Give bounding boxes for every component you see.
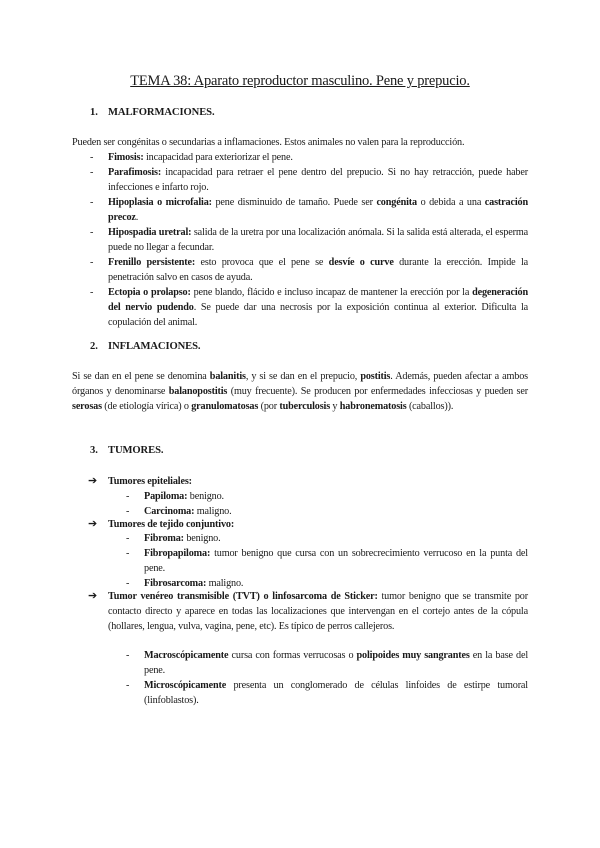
list-item: - Fibrosarcoma: maligno.: [124, 576, 528, 591]
tumores-epiteliales: ➔ Tumores epiteliales:: [88, 475, 192, 487]
list-item: - Microscópicamente presenta un conglomerado de células linfoides de estirpe tumoral (linfoblastos).: [124, 678, 528, 708]
term: Ectopia o prolapso:: [108, 287, 191, 298]
list-item: - Fibroma: benigno.: [124, 531, 528, 546]
section-number: 1.: [90, 107, 98, 118]
tvt-list: [124, 648, 528, 708]
list-item: - Fimosis: incapacidad para exteriorizar el pene.: [88, 150, 528, 165]
arrow-icon: ➔: [88, 475, 98, 487]
section-number: 2.: [90, 341, 98, 352]
list-item: - Carcinoma: maligno.: [124, 504, 528, 519]
malformaciones-list: [88, 150, 528, 330]
section-heading-tumores: [90, 445, 163, 456]
tumores-conjuntivo: ➔ Tumores de tejido conjuntivo:: [88, 518, 235, 530]
arrow-icon: ➔: [88, 590, 98, 602]
term: Fimosis:: [108, 152, 144, 163]
list-item: - Fibropapiloma: tumor benigno que cursa con un sobrecrecimiento verrucoso en la punta del pene.: [124, 546, 528, 576]
section-intro: Pueden ser congénitas o secundarias a inflamaciones. Estos animales no valen para la reproducción.: [72, 137, 465, 148]
list-item: - Hipoplasia o microfalia: pene disminuido de tamaño. Puede ser congénita o debida a una castración precoz.: [88, 195, 528, 225]
inflamaciones-paragraph: Si se dan en el pene se denomina balanitis, y si se dan en el prepucio, postitis. Además, pueden afectar a ambos órganos y denominarse balanopostitis (muy frecuente). Se producen por enfermedades infecciosas y pueden ser serosas (de etiología vírica) o granulomatosas (por tuberculosis y habronematosis (caballos)).: [72, 371, 528, 412]
tumor-tvt: ➔ Tumor venéreo transmisible (TVT) o linfosarcoma de Sticker: tumor benigno que se transmite por contacto directo y aparece en todas las localizaciones que intervengan en el cortejo antes de la cópula (hollares, lengua, vulva, vagina, pene, etc). Es típico de perros callejeros.: [88, 590, 528, 632]
section-heading-inflamaciones: [90, 341, 200, 352]
term: Hipoplasia o microfalia:: [108, 197, 212, 208]
term: Parafimosis:: [108, 167, 162, 178]
section-number: 3.: [90, 445, 98, 456]
list-item: - Macroscópicamente cursa con formas verrucosas o polipoides muy sangrantes en la base del pene.: [124, 648, 528, 678]
term: Frenillo persistente:: [108, 257, 196, 268]
list-item: - Hipospadia uretral: salida de la uretra por una localización anómala. Si la salida está alterada, el esperma puede no llegar a fecundar.: [88, 225, 528, 255]
conjuntivo-list: [124, 531, 528, 591]
section-title: MALFORMACIONES.: [108, 107, 215, 118]
section-title: TUMORES.: [108, 445, 164, 456]
list-item: - Papiloma: benigno.: [124, 489, 528, 504]
list-item: - Parafimosis: incapacidad para retraer el pene dentro del prepucio. Si no hay retracción, puede haber infecciones e infarto rojo.: [88, 165, 528, 195]
epiteliales-list: [124, 489, 528, 519]
list-item: - Frenillo persistente: esto provoca que el pene se desvíe o curve durante la erección. Impide la penetración salvo en casos de ayuda.: [88, 255, 528, 285]
arrow-icon: ➔: [88, 518, 98, 530]
term: Hipospadia uretral:: [108, 227, 192, 238]
list-item: - Ectopia o prolapso: pene blando, flácido e incluso incapaz de mantener la erección por la degeneración del nervio pudendo. Se puede dar una necrosis por la exposición continua al exterior. Dificulta la copulación del animal.: [88, 285, 528, 330]
section-heading-malformaciones: [90, 107, 215, 118]
section-title: INFLAMACIONES.: [108, 341, 201, 352]
page-title: TEMA 38: Aparato reproductor masculino. Pene y prepucio.: [130, 73, 470, 89]
